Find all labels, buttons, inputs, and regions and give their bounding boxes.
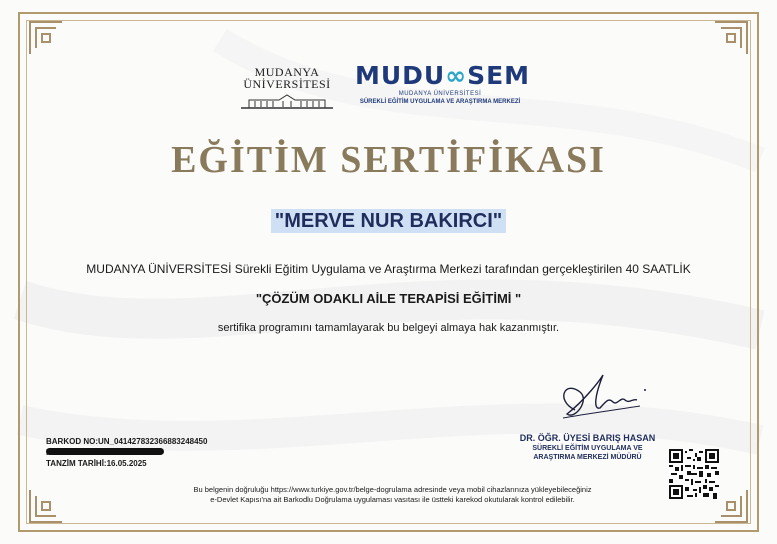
completion-line: sertifika programını tamamlayarak bu belgeyi almaya hak kazanmıştır. <box>217 322 560 334</box>
recipient-name: "MERVE NUR BAKIRCI" <box>271 209 507 233</box>
university-logo <box>232 66 342 110</box>
redaction-mark <box>46 448 164 455</box>
verification-line-2: e-Devlet Kapısı'na ait Barkodlu Doğrulama uygulaması vasıtası ile üstteki karekod okutularak kontrol edilebilir. <box>210 495 575 504</box>
university-logo-line-2: ÜNİVERSİTESİ <box>243 77 331 91</box>
recipient-block <box>0 210 777 233</box>
program-name: "ÇÖZÜM ODAKLI AİLE TERAPİSİ EĞİTİMİ " <box>255 291 522 306</box>
mudusem-subtitle-1: MUDANYA ÜNİVERSİTESİ <box>398 91 482 97</box>
issue-date: TANZİM TARİHİ:16.05.2025 <box>46 459 147 468</box>
mudusem-wordmark <box>355 61 531 90</box>
mudusem-subtitle-2: SÜREKLİ EĞİTİM UYGULAMA VE ARAŞTIRMA MERKEZİ <box>359 99 521 105</box>
signer-block <box>500 432 675 462</box>
signer-name: DR. ÖĞR. ÜYESİ BARIŞ HASAN <box>519 433 656 443</box>
certificate-title: EĞİTİM SERTİFİKASI <box>171 139 606 181</box>
statement-line: MUDANYA ÜNİVERSİTESİ Sürekli Eğitim Uygulama ve Araştırma Merkezi tarafından gerçekleştirilen 40 SAATLİK <box>86 262 691 276</box>
verification-note <box>150 485 635 505</box>
barcode-number: BARKOD NO:UN_041427832366883248450 <box>46 437 208 446</box>
signature-image <box>545 370 655 430</box>
signer-title-2: ARAŞTIRMA MERKEZİ MÜDÜRÜ <box>533 454 642 461</box>
mudusem-logo <box>355 61 531 106</box>
signer-title-1: SÜREKLİ EĞİTİM UYGULAMA VE <box>532 445 643 452</box>
corner-ornament <box>28 20 64 56</box>
university-building-icon <box>239 92 335 110</box>
mudusem-part-1: MUDU <box>355 61 446 90</box>
corner-ornament <box>28 488 64 524</box>
corner-ornament <box>713 20 749 56</box>
wave-icon: ∞ <box>445 61 468 90</box>
qr-code-icon <box>669 449 719 499</box>
mudusem-part-2: SEM <box>467 61 531 90</box>
barcode-block <box>46 436 207 469</box>
university-logo-line-1: MUDANYA <box>254 65 320 79</box>
verification-line-1: Bu belgenin doğruluğu https://www.turkiye.gov.tr/belge-dogrulama adresinde veya mobil cihazlarınıza yükleyebileceğiniz <box>193 485 592 494</box>
